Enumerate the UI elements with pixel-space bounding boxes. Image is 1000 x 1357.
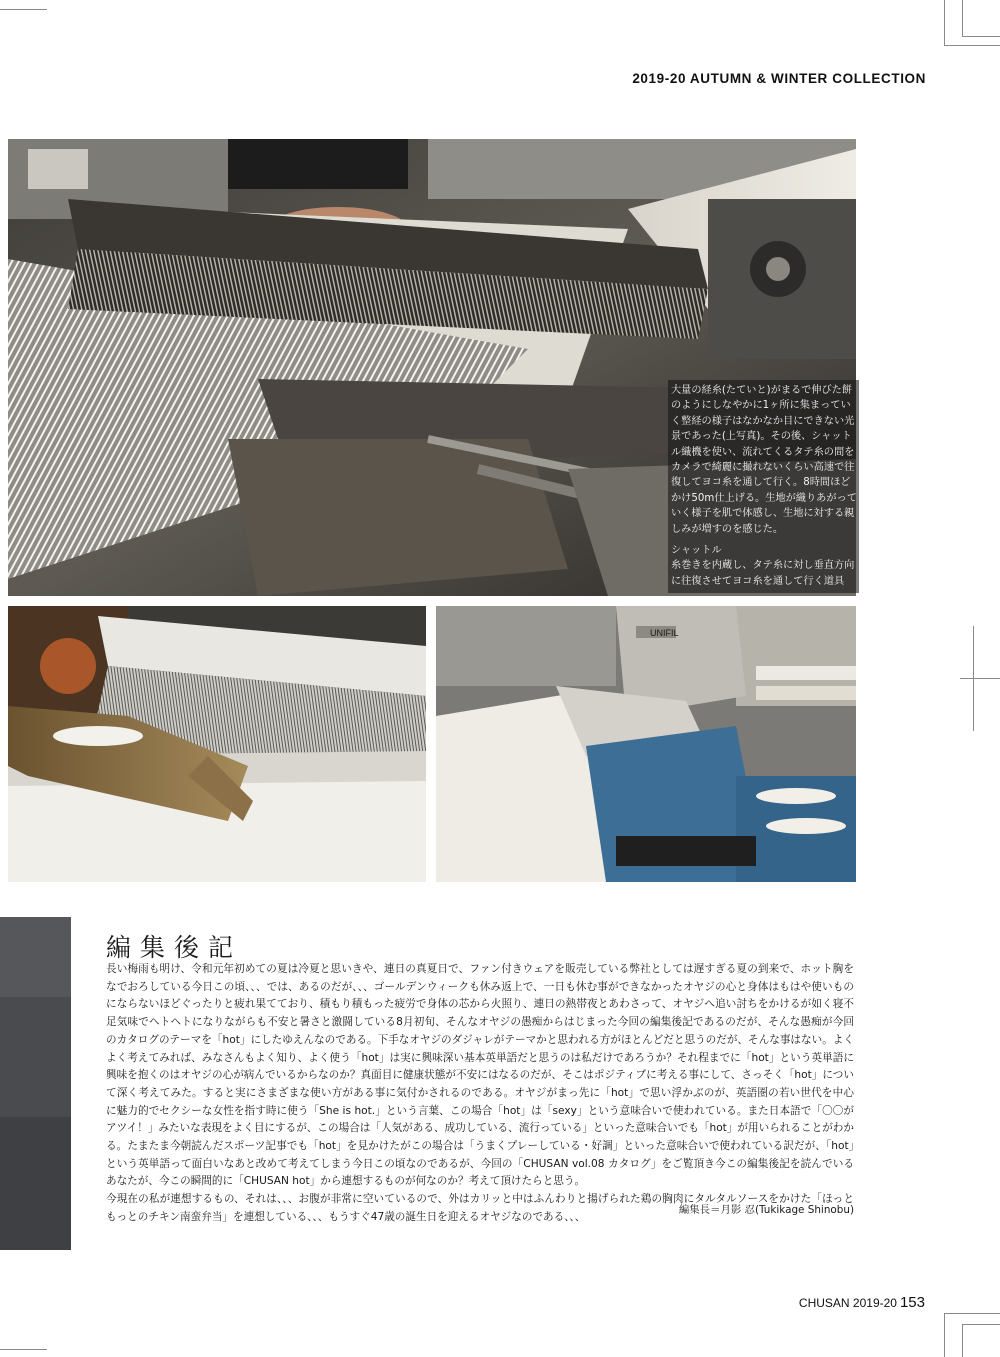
caption-term: シャットル [671,545,722,557]
crop-mark [0,9,47,10]
crop-mark [0,1349,47,1350]
caption-main-text: 大量の経糸(たていと)がまるで伸びた餅のようにしなやかに1ヶ所に集まっていく整経の様子はなかなか目にできない光景であった(上写真)。その後、シャットル織機を使い、流れてくるタテ糸の間をカメラで綺麗に撮れないくらい高速で往復してヨコ糸を通して行く。8時間ほどかけ50m仕上げる。生地が織りあがっていく様子を肌で体感し、生地に対する親しみが増すのを感じた。 [671,385,857,535]
shuttle-photo [8,606,426,882]
crop-mark [944,0,945,45]
crop-mark [944,1313,1000,1314]
page-footer [799,1294,925,1311]
unifil-loom-illustration [436,606,856,882]
unifil-loom-photo [436,606,856,882]
editorial-body [106,961,854,1227]
shuttle-illustration [8,606,426,882]
caption-definition: 糸巻きを内蔵し、タテ糸に対し垂直方向に往復させてヨコ糸を通して行く道具 [671,560,855,587]
machine-label: UNIFIL [650,628,679,638]
editorial-paragraph: 長い梅雨も明け、令和元年初めての夏は冷夏と思いきや、連日の真夏日で、ファン付きウェアを販売している弊社としては遅すぎる夏の到来で、ホット胸をなでおろしている今日この頃、、、では、あるのだが、、、ゴールデンウィークも休み返上で、一日も休む事ができなかったオヤジの心と身体はもはや使いものにならないほどぐったりと疲れ果てており、積もり積もった疲労で身体の芯から火照り、連日の熱帯夜とあわさって、オヤジへ追い討ちをかけるが如く寝不足気味でヘトヘトになりながらも不安と暑さと激闘している8月初旬、そんなオヤジの愚痴からはじまった今回の編集後記であるのだが、そんな愚痴が今回のカタログのテーマを「hot」にしたゆえんなのである。下手なオヤジのダジャレがテーマかと思われる方がほとんどだと思うのだが、そんな事はない。よくよく考えてみれば、みなさんもよく知り、よく使う「hot」は実に興味深い基本英単語だと思うのは私だけであろうか？それ程までに「hot」という英単語に興味を抱くのはオヤジの心が病んでいるからなのか？真面目に健康状態が不安にはなるのだが、そこはポジティブに考える事にして、さっそく「hot」について深く考えてみた。すると実にさまざまな使い方がある事に気付かされるのである。オヤジがまっ先に「hot」で思い浮かぶのが、英語圏の若い世代を中心に魅力的でセクシーな女性を指す時に使う「She is hot.」という言葉、この場合「hot」は「sexy」という意味合いで使われている。また日本語で「〇〇がアツイ！」みたいな表現をよく目にするが、この場合は「人気がある、成功している、流行っている」といった意味合いでも「hot」が用いられることがわかる。たまたま今朝読んだスポーツ記事でも「hot」を見かけたがこの場合は「うまくプレーしている・好調」といった意味合いで使われている訳だが、「hot」という英単語って面白いなあと改めて考えてしまう今日この頃なのであるが、今回の「CHUSAN vol.08 カタログ」をご覧頂き今この編集後記を読んでいるあなたが、今この瞬間的に「CHUSAN hot」から連想するものが何なのか？考えて頂けたらと思う。 [106,963,854,1188]
photo-caption [668,380,859,593]
crop-mark [944,45,1000,46]
crop-mark [962,1324,963,1357]
editorial-paragraph: 今現在の私が連想するもの、それは、、、お腹が非常に空いているので、外はカリッと中はふんわりと揚げられた鶏の胸肉にタルタルソースをかけた「ほっともっとのチキン南蛮弁当」を連想している、、、もうすぐ47歳の誕生日を迎えるオヤジなのである、、、 [106,1193,854,1223]
publication-name: CHUSAN 2019-20 [798,1296,897,1310]
crop-mark [962,36,1000,37]
page-number: 153 [899,1294,925,1311]
crop-mark [944,1313,945,1357]
editor-signature: 編集長＝月影 忍(Tukikage Shinobu) [678,1204,854,1216]
collection-title: 2019-20 AUTUMN & WINTER COLLECTION [632,71,926,86]
crop-mark [962,0,963,36]
crop-mark [960,678,1000,679]
crop-mark [962,1324,1000,1325]
road-texture-illustration [0,917,71,1250]
editorial-title: 編集後記 [106,933,243,962]
road-texture-image [0,917,71,1250]
